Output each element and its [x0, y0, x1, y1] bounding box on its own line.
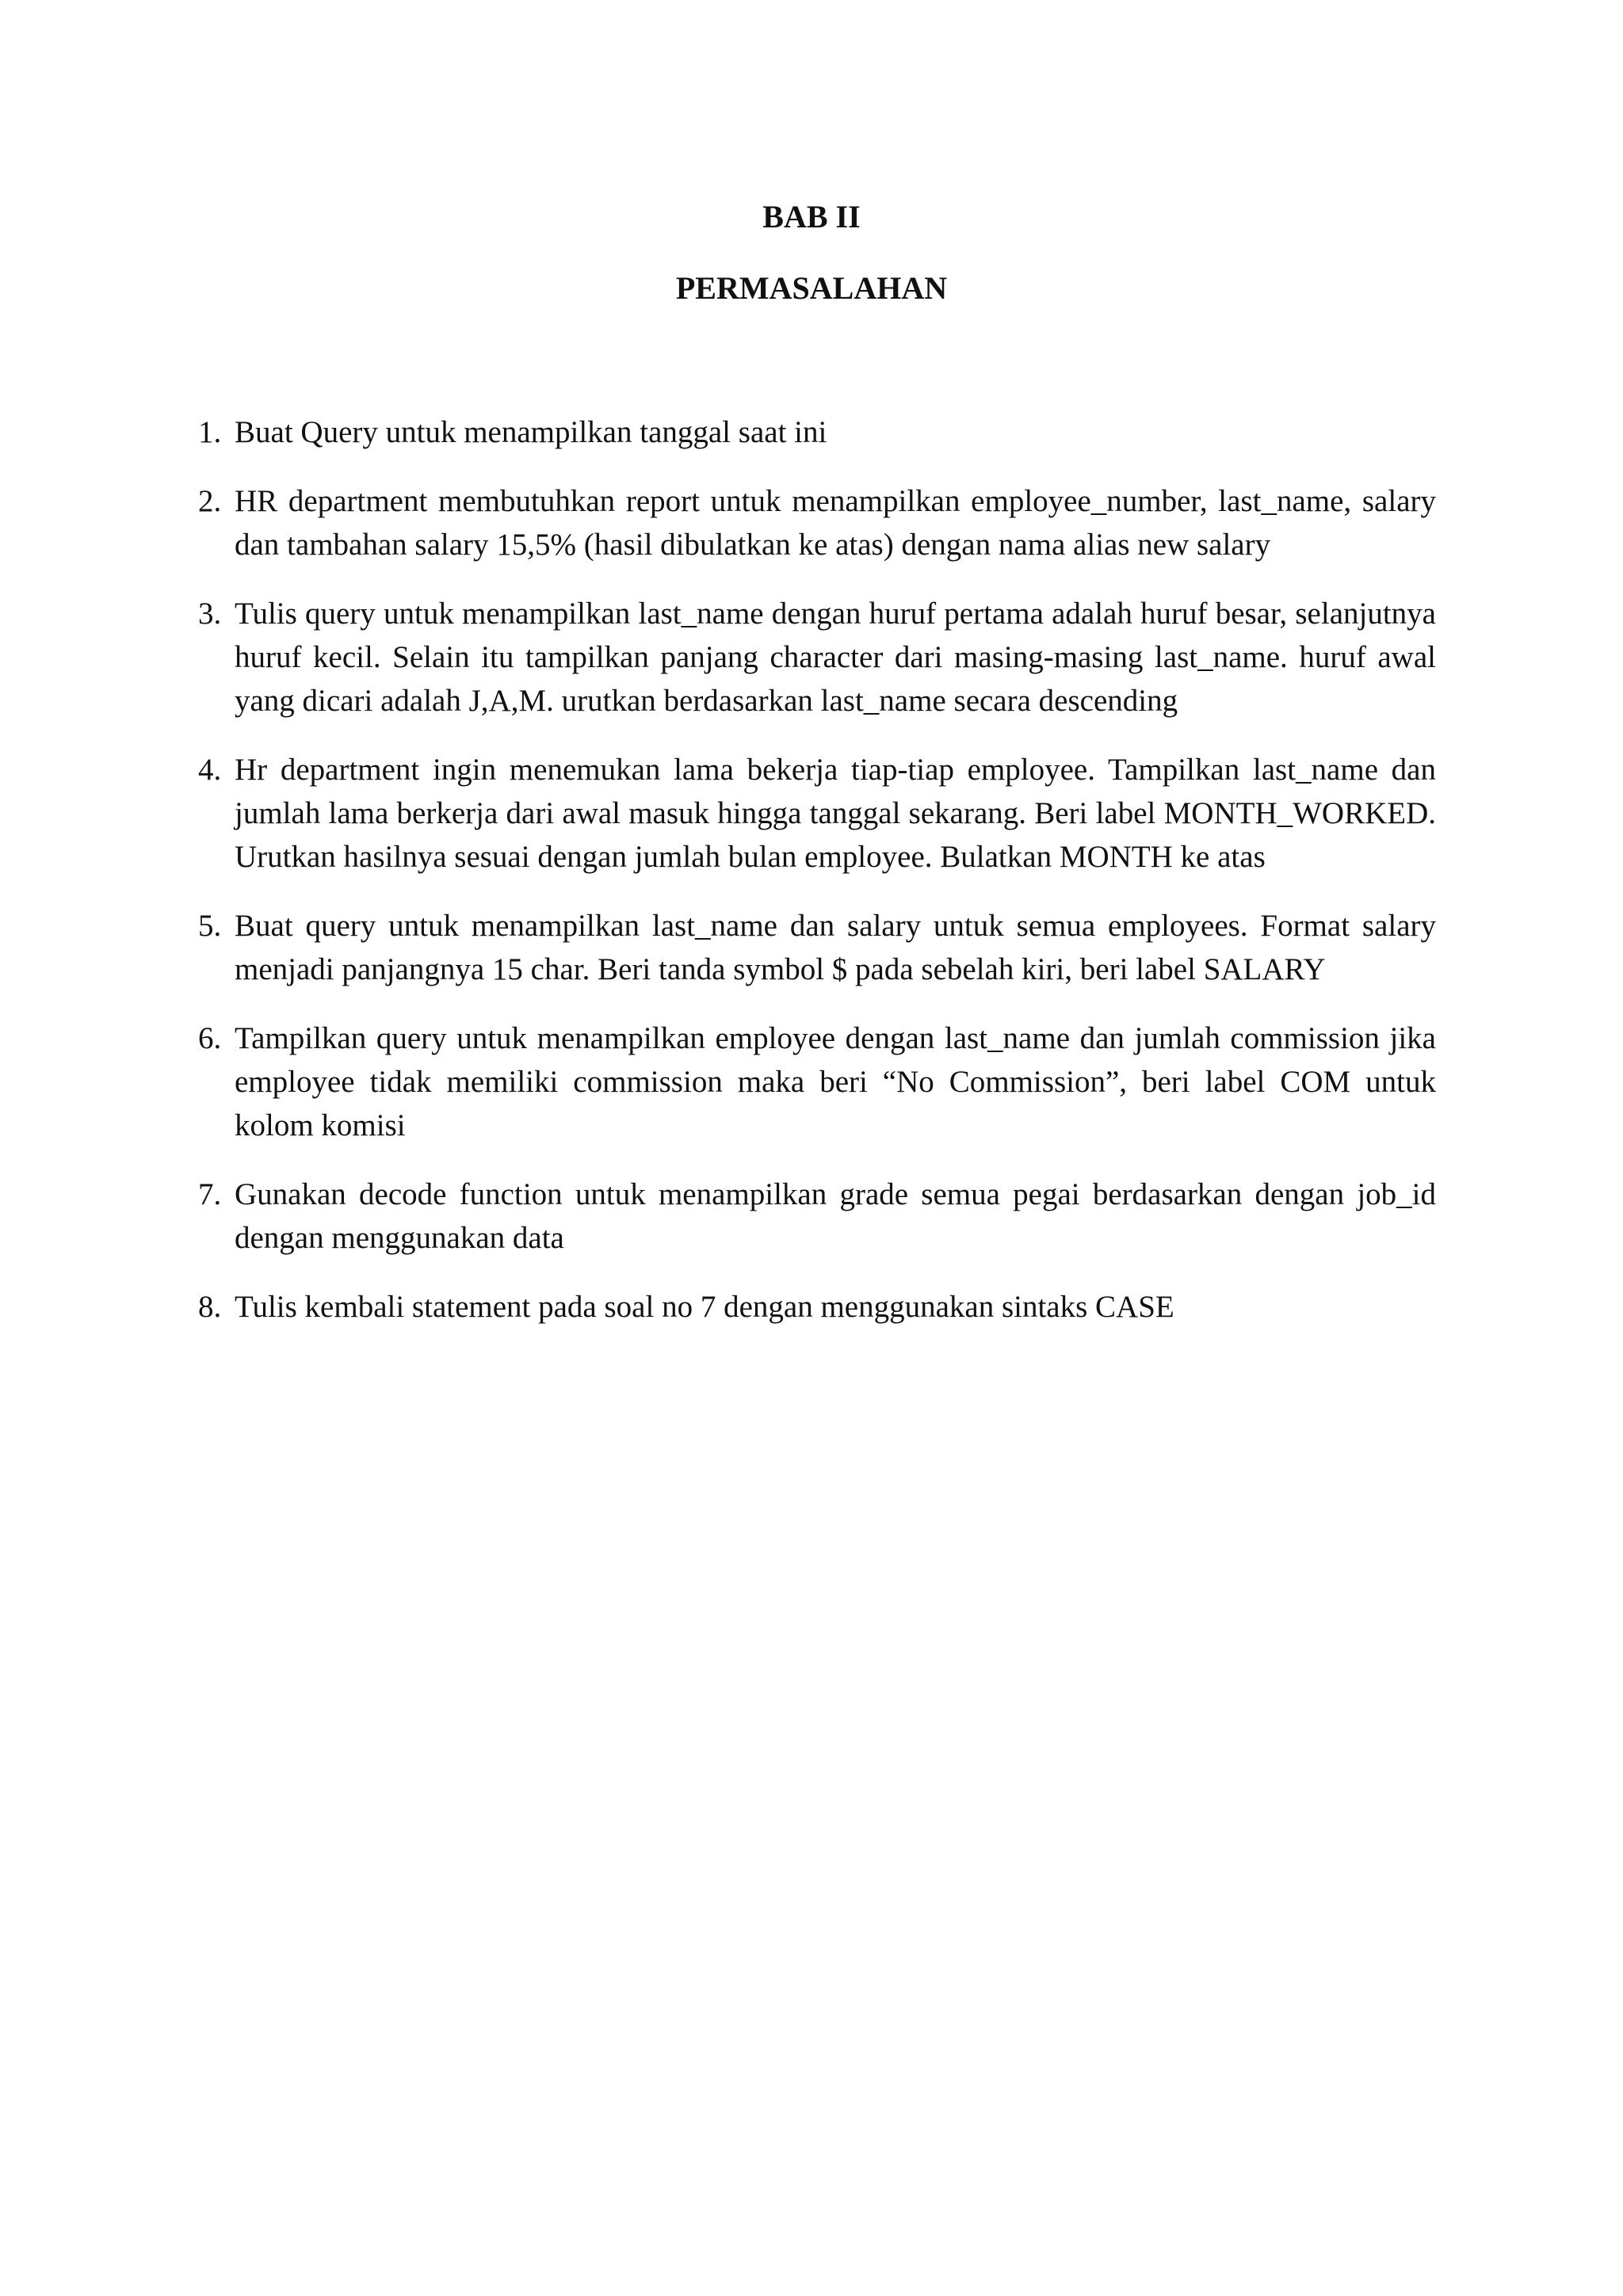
problem-text: Tampilkan query untuk menampilkan employee dengan last_name dan jumlah commission jika employee tidak memiliki commission maka beri “No Commission”, beri label COM untuk kolom komisi	[235, 1021, 1436, 1142]
problem-item-4	[198, 748, 1436, 879]
problem-number: 8.	[198, 1290, 222, 1324]
problem-text: Tulis kembali statement pada soal no 7 dengan menggunakan sintaks CASE	[235, 1290, 1174, 1324]
problem-item-8	[198, 1285, 1436, 1329]
problem-item-3	[198, 592, 1436, 723]
problem-number: 3.	[198, 597, 222, 631]
problem-text: Hr department ingin menemukan lama bekerja tiap-tiap employee. Tampilkan last_name dan jumlah lama berkerja dari awal masuk hingga tanggal sekarang. Beri label MONTH_WORKED. Urutkan hasilnya sesuai dengan jumlah bulan employee. Bulatkan MONTH ke atas	[235, 753, 1436, 874]
problem-item-7	[198, 1173, 1436, 1260]
problem-item-6	[198, 1016, 1436, 1147]
chapter-title: PERMASALAHAN	[675, 270, 948, 306]
problem-number: 6.	[198, 1021, 222, 1055]
problem-number: 4.	[198, 753, 222, 787]
problem-text: Gunakan decode function untuk menampilkan grade semua pegai berdasarkan dengan job_id dengan menggunakan data	[235, 1177, 1436, 1255]
problem-text: Buat Query untuk menampilkan tanggal saat ini	[235, 415, 827, 449]
problem-item-1	[198, 410, 1436, 454]
problem-text: Buat query untuk menampilkan last_name dan salary untuk semua employees. Format salary menjadi panjangnya 15 char. Beri tanda symbol $ pada sebelah kiri, beri label SALARY	[235, 909, 1436, 986]
problem-item-5	[198, 904, 1436, 991]
problem-item-2	[198, 479, 1436, 566]
problem-list	[198, 410, 1436, 1354]
problem-number: 7.	[198, 1177, 222, 1211]
problem-text: HR department membutuhkan report untuk menampilkan employee_number, last_name, salary dan tambahan salary 15,5% (hasil dibulatkan ke atas) dengan nama alias new salary	[235, 484, 1436, 562]
problem-number: 5.	[198, 909, 222, 943]
chapter-number: BAB II	[762, 199, 861, 235]
problem-text: Tulis query untuk menampilkan last_name dengan huruf pertama adalah huruf besar, selanjutnya huruf kecil. Selain itu tampilkan panjang character dari masing-masing last_name. huruf awal yang dicari adalah J,A,M. urutkan berdasarkan last_name secara descending	[235, 597, 1436, 718]
problem-number: 1.	[198, 415, 222, 449]
problem-number: 2.	[198, 484, 222, 518]
